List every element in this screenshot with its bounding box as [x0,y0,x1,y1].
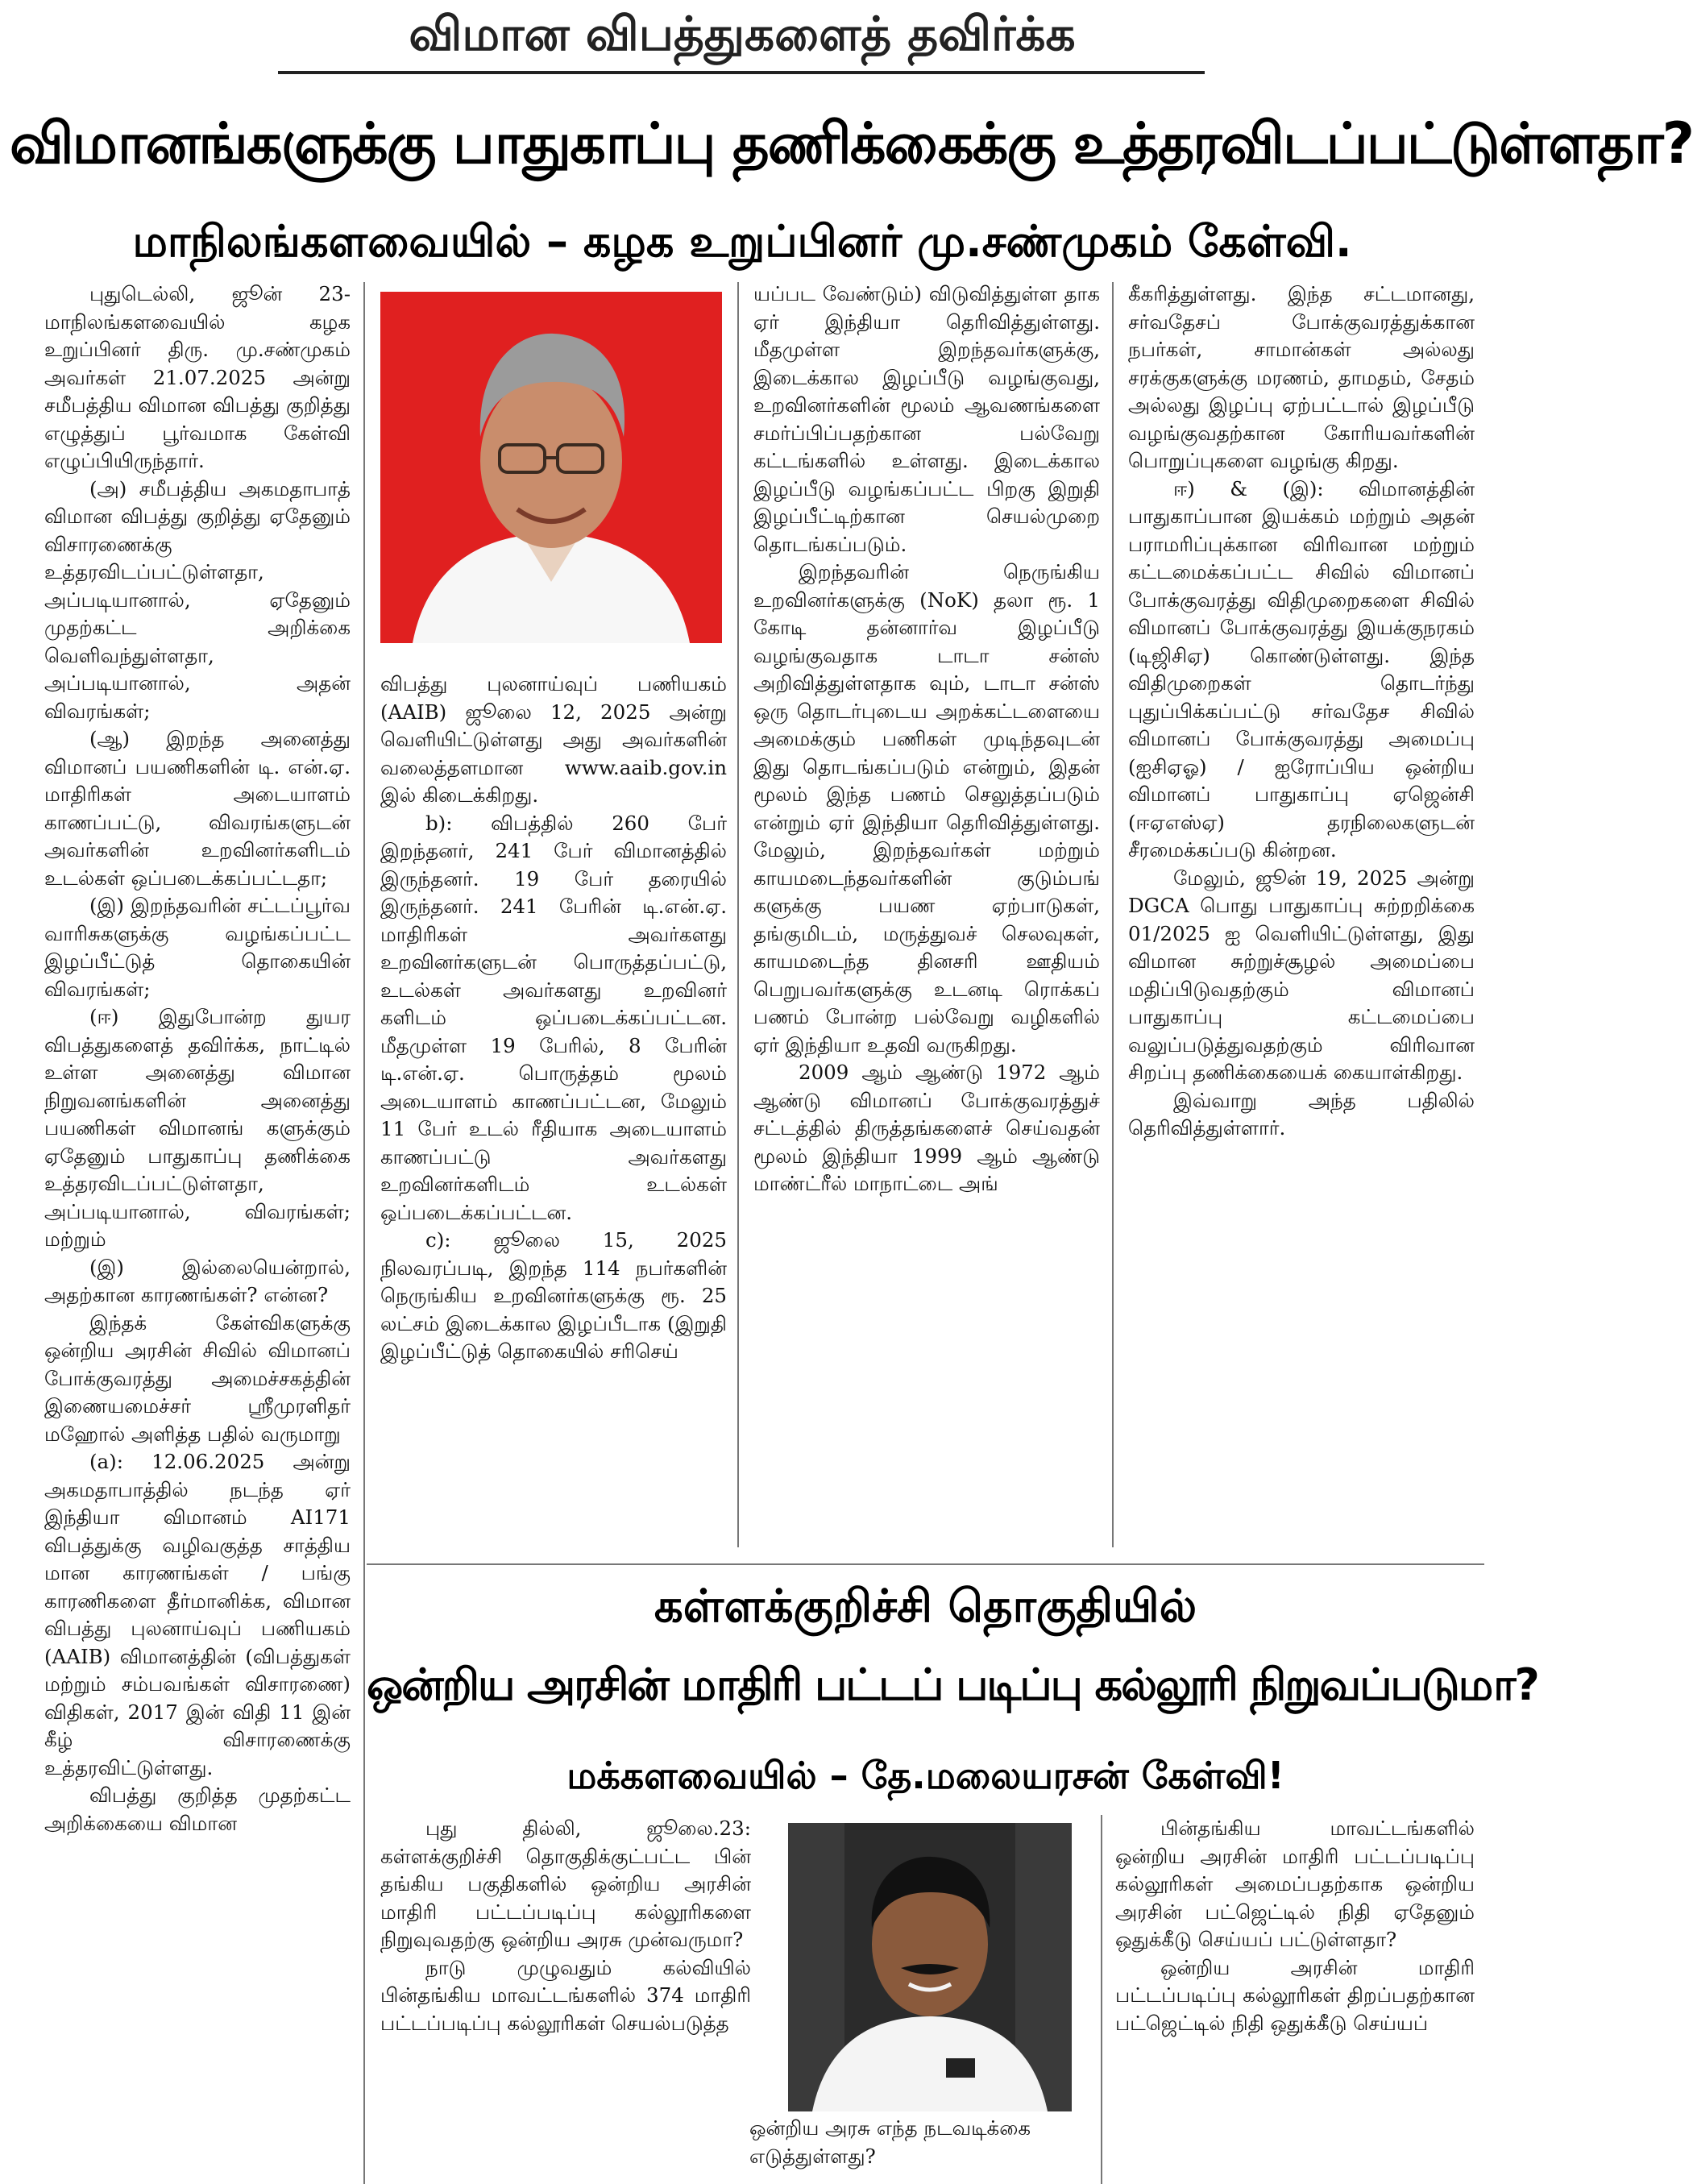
paragraph: புது தில்லி, ஜூலை.23: கள்ளக்குறிச்சி தொகுதிக்குட்பட்ட பின் தங்கிய பகுதிகளில் ஒன்றிய அரசின் மாதிரி பட்டப்படிப்பு கல்லூரிகளை நிறுவுவதற்கு ஒன்றிய அரசு முன்வருமா? [380,1817,751,1951]
paragraph: விபத்து புலனாய்வுப் பணியகம் (AAIB) ஜூலை 12, 2025 அன்று வெளியிட்டுள்ளது அது அவர்களின் வலைத்தளமான www.aaib.gov.in இல் கிடைக்கிறது. [380,672,727,807]
paragraph: புதுடெல்லி, ஜூன் 23- மாநிலங்களவையில் கழக உறுப்பினர் திரு. மு.சண்முகம் அவர்கள் 21.07.2025 அன்று சமீபத்திய விமான விபத்து குறித்து எழுத்துப் பூர்வமாக கேள்வி எழுப்பியிருந்தார். [44,282,351,472]
paragraph: பின்தங்கிய மாவட்டங்களில் ஒன்றிய அரசின் மாதிரி பட்டப்படிப்பு கல்லூரிகள் அமைப்பதற்காக ஒன்றிய அரசின் பட்ஜெட்டில் நிதி ஏதேனும் ஒதுக்கீடு செய்யப் பட்டுள்ளதா? [1115,1817,1475,1951]
paragraph: மேலும், ஜூன் 19, 2025 அன்று DGCA பொது பாதுகாப்பு சுற்றறிக்கை 01/2025 ஐ வெளியிட்டுள்ளது, இது விமான சுற்றுச்சூழல் அமைப்பை மதிப்பிடுவதற்கும் விமானப் பாதுகாப்பு கட்டமைப்பை வலுப்படுத்துவதற்கும் விரிவான சிறப்பு தணிக்கையைக் கையாள்கிறது. [1128,866,1475,1084]
column-rule [737,282,739,1547]
paragraph: ஒன்றிய அரசின் மாதிரி பட்டப்படிப்பு கல்லூரிகள் திறப்பதற்கான பட்ஜெட்டில் நிதி ஒதுக்கீடு செய்யப் [1115,1955,1475,2035]
paragraph: இறந்தவரின் நெருங்கிய உறவினர்களுக்கு (NoK) தலா ரூ. 1 கோடி தன்னார்வ இழப்பீடு வழங்குவதாக டாடா சன்ஸ் அறிவித்துள்ளதாக வும், டாடா சன்ஸ் ஒரு தொடர்புடைய அறக்கட்டளையை அமைக்கும் பணிகள் முடிந்தவுடன் இது தொடங்கப்படும் என்றும், இதன் மூலம் இந்த பணம் செலுத்தப்படும் என்றும் ஏர் இந்தியா தெரிவித்துள்ளது. மேலும், இறந்தவர்கள் மற்றும் காயமடைந்தவர்களின் குடும்பங் களுக்கு பயண ஏற்பாடுகள், தங்குமிடம், மருத்துவச் செலவுகள், காயமடைந்த தினசரி ஊதியம் பெறுபவர்களுக்கு உடனடி ரொக்கப் பணம் போன்ற பல்வேறு வழிகளில் ஏர் இந்தியா உதவி வருகிறது. [753,560,1100,1057]
article1-subhead: மாநிலங்களவையில் – கழக உறுப்பினர் மு.சண்முகம் கேள்வி. [132,216,1352,267]
paragraph: 2009 ஆம் ஆண்டு 1972 ஆம் ஆண்டு விமானப் போக்குவரத்துச் சட்டத்தில் திருத்தங்களைச் செய்வதன் மூலம் இந்தியா 1999 ஆம் ஆண்டு மாண்ட்ரீல் மாநாட்டை அங் [753,1061,1100,1195]
column-rule [1112,282,1114,1547]
article2-column-2 [1115,1815,1475,2184]
article1-column-4 [1128,280,1475,1547]
paragraph: (இ) இல்லையென்றால், அதற்கான காரணங்கள்? என்ன? [44,1255,351,1306]
article2-column-1 [380,1815,751,2184]
paragraph: b): விபத்தில் 260 பேர் இறந்தனர், 241 பேர் விமானத்தில் இருந்தனர். 19 பேர் தரையில் இருந்தனர். 241 பேரின் டி.என்.ஏ. மாதிரிகள் அவர்களது உறவினர்களுடன் பொருத்தப்பட்டு, உடல்கள் அவர்களது உறவினர் களிடம் ஒப்படைக்கப்பட்டன. மீதமுள்ள 19 பேரில், 8 பேரின் டி.என்.ஏ. பொருத்தம் மூலம் அடையாளம் காணப்பட்டன, மேலும் 11 பேர் உடல் ரீதியாக அடையாளம் காணப்பட்டு அவர்களது உறவினர்களிடம் உடல்கள் ஒப்படைக்கப்பட்டன. [380,811,727,1224]
paragraph: (இ) இறந்தவரின் சட்டப்பூர்வ வாரிசுகளுக்கு வழங்கப்பட்ட இழப்பீட்டுத் தொகையின் விவரங்கள்; [44,894,351,1001]
article1-column-3 [753,280,1100,1547]
column-rule [1101,1815,1102,2184]
paragraph: இவ்வாறு அந்த பதிலில் தெரிவித்துள்ளார். [1128,1088,1475,1140]
article2-photo [788,1823,1072,2111]
article1-kicker: விமான விபத்துகளைத் தவிர்க்க [409,6,1076,61]
article2-kicker: கள்ளக்குறிச்சி தொகுதியில் [654,1580,1197,1633]
paragraph: நாடு முழுவதும் கல்வியில் பின்தங்கிய மாவட்டங்களில் 374 மாதிரி பட்டப்படிப்பு கல்லூரிகள் செயல்படுத்த [380,1955,751,2035]
paragraph: விபத்து குறித்த முதற்கட்ட அறிக்கையை விமான [44,1783,351,1835]
kicker-underline [278,71,1205,74]
article2-subhead: மக்களவையில் – தே.மலையரசன் கேள்வி! [566,1754,1284,1797]
column-rule [363,282,365,2184]
paragraph: கீகரித்துள்ளது. இந்த சட்டமானது, சர்வதேசப் போக்குவரத்துக்கான நபர்கள், சாமான்கள் அல்லது சரக்குகளுக்கு மரணம், தாமதம், சேதம் அல்லது இழப்பு ஏற்பட்டால் இழப்பீடு வழங்குவதற்கான கோரியவர்களின் பொறுப்புகளை வழங்கு கிறது. [1128,282,1475,472]
paragraph: இந்தக் கேள்விகளுக்கு ஒன்றிய அரசின் சிவில் விமானப் போக்குவரத்து அமைச்சகத்தின் இணையமைச்சர் ஸ்ரீமுரளிதர் மஹோல் அளித்த பதில் வருமாறு [44,1310,351,1446]
article2-top-rule [367,1563,1484,1565]
article1-headline: விமானங்களுக்கு பாதுகாப்பு தணிக்கைக்கு உத்தரவிடப்பட்டுள்ளதா? [10,110,1693,176]
paragraph: (அ) சமீபத்திய அகமதாபாத் விமான விபத்து குறித்து ஏதேனும் விசாரணைக்கு உத்தரவிடப்பட்டுள்ளதா, அப்படியானால், ஏதேனும் முதற்கட்ட அறிக்கை வெளிவந்துள்ளதா, அப்படியானால், அதன் விவரங்கள்; [44,476,351,723]
paragraph: ஈ) & (இ): விமானத்தின் பாதுகாப்பான இயக்கம் மற்றும் அதன் பராமரிப்புக்கான விரிவான மற்றும் கட்டமைக்கப்பட்ட சிவில் விமானப் போக்குவரத்து விதிமுறைகளை சிவில் விமானப் போக்குவரத்து இயக்குநரகம் (டிஜிசிஏ) கொண்டுள்ளது. இந்த விதிமுறைகள் தொடர்ந்து புதுப்பிக்கப்பட்டு சர்வதேச சிவில் விமானப் போக்குவரத்து அமைப்பு (ஐசிஏஓ) / ஐரோப்பிய ஒன்றிய விமானப் பாதுகாப்பு ஏஜென்சி (ஈஏஎஸ்ஏ) தரநிலைகளுடன் சீரமைக்கப்படு கின்றன. [1128,476,1475,862]
article1-column-1 [44,280,351,2184]
paragraph: c): ஜூலை 15, 2025 நிலவரப்படி, இறந்த 114 நபர்களின் நெருங்கிய உறவினர்களுக்கு ரூ. 25 லட்சம் இடைக்கால இழப்பீடாக (இறுதி இழப்பீட்டுத் தொகையில் சரிசெய் [380,1228,727,1363]
article1-photo [380,292,722,643]
article2-photo-caption: ஒன்றிய அரசு எந்த நடவடிக்கை எடுத்துள்ளது? [749,2116,1031,2168]
paragraph: (ஆ) இறந்த அனைத்து விமானப் பயணிகளின் டி. என்.ஏ. மாதிரிகள் அடையாளம் காணப்பட்டு, விவரங்களுடன் அவர்களின் உறவினர்களிடம் உடல்கள் ஒப்படைக்கப்பட்டதா; [44,727,351,890]
paragraph: (a): 12.06.2025 அன்று அகமதாபாத்தில் நடந்த ஏர் இந்தியா விமானம் AI171 விபத்துக்கு வழிவகுத்த சாத்திய மான காரணங்கள் / பங்கு காரணிகளை தீர்மானிக்க, விமான விபத்து புலனாய்வுப் பணியகம் (AAIB) விமானத்தின் (விபத்துகள் மற்றும் சம்பவங்கள் விசாரணை) விதிகள், 2017 இன் விதி 11 இன் கீழ் விசாரணைக்கு உத்தரவிட்டுள்ளது. [44,1450,351,1779]
article2-headline: ஒன்றிய அரசின் மாதிரி பட்டப் படிப்பு கல்லூரி நிறுவப்படுமா? [367,1659,1538,1710]
article1-column-2 [380,671,727,1534]
paragraph: யப்பட வேண்டும்) விடுவித்துள்ள தாக ஏர் இந்தியா தெரிவித்துள்ளது. மீதமுள்ள இறந்தவர்களுக்கு, இடைக்கால இழப்பீடு வழங்குவது, உறவினர்களின் மூலம் ஆவணங்களை சமர்ப்பிப்பதற்கான பல்வேறு கட்டங்களில் உள்ளது. இடைக்கால இழப்பீடு வழங்கப்பட்ட பிறகு இறுதி இழப்பீட்டிற்கான செயல்முறை தொடங்கப்படும். [753,282,1100,556]
paragraph: (ஈ) இதுபோன்ற துயர விபத்துகளைத் தவிர்க்க, நாட்டில் உள்ள அனைத்து விமான நிறுவனங்களின் அனைத்து பயணிகள் விமானங் களுக்கும் ஏதேனும் பாதுகாப்பு தணிக்கை உத்தரவிடப்பட்டுள்ளதா, அப்படியானால், விவரங்கள்; மற்றும் [44,1005,351,1251]
